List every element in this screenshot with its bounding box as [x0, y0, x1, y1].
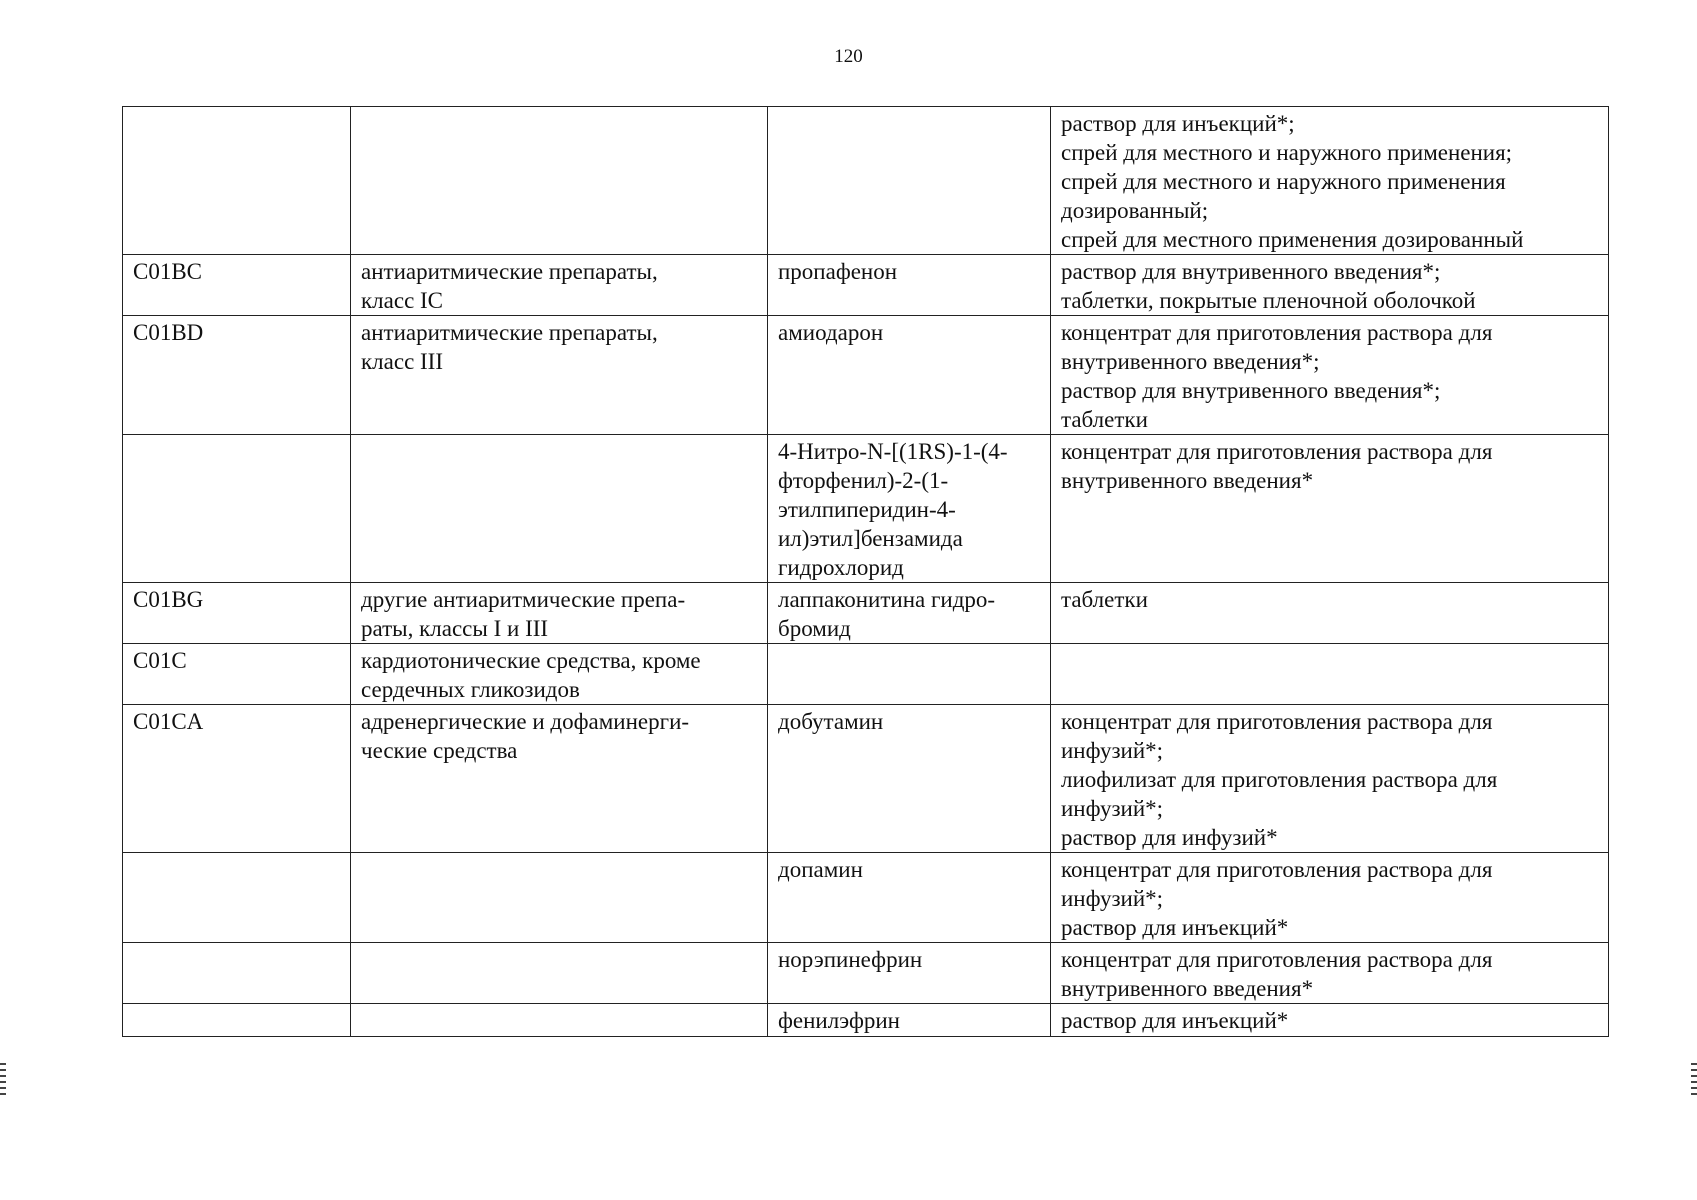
group-name-line: адренергические и дофаминерги-: [361, 709, 690, 734]
drug-name-cell: [768, 316, 1051, 435]
scan-edge-mark-right: [1691, 1063, 1697, 1099]
atc-code: C01BG: [133, 587, 204, 612]
drug-name-cell: [768, 644, 1051, 705]
page-number: 120: [834, 46, 863, 67]
drug-table: [122, 106, 1609, 1037]
drug-name-line: пропафенон: [778, 259, 898, 284]
drug-name-cell: [768, 583, 1051, 644]
group-name-line: другие антиаритмические препа-: [361, 587, 686, 612]
dosage-form-cell: [1051, 853, 1609, 943]
atc-code-cell: [123, 435, 351, 583]
drug-name-line: 4-Нитро-N-[(1RS)-1-(4-: [778, 439, 1008, 464]
dosage-form-line: раствор для внутривенного введения*;: [1061, 378, 1441, 403]
dosage-form-line: спрей для местного и наружного применения;: [1061, 140, 1513, 165]
dosage-form-line: внутривенного введения*: [1061, 976, 1314, 1001]
dosage-form-line: инфузий*;: [1061, 886, 1164, 911]
group-name-cell: [351, 435, 768, 583]
atc-code: C01CA: [133, 709, 204, 734]
group-name-line: класс III: [361, 349, 444, 374]
drug-name-cell: [768, 107, 1051, 255]
dosage-form-line: внутривенного введения*: [1061, 468, 1314, 493]
atc-code-cell: [123, 705, 351, 853]
group-name-line: антиаритмические препараты,: [361, 320, 658, 345]
atc-code-cell: [123, 943, 351, 1004]
dosage-form-line: дозированный;: [1061, 198, 1209, 223]
table-row: [123, 316, 1609, 435]
atc-code-cell: [123, 644, 351, 705]
dosage-form-line: концентрат для приготовления раствора для: [1061, 709, 1493, 734]
dosage-form-line: таблетки: [1061, 587, 1148, 612]
dosage-form-line: раствор для инъекций*: [1061, 1008, 1289, 1033]
dosage-form-line: раствор для инфузий*: [1061, 825, 1278, 850]
drug-name-line: гидрохлорид: [778, 555, 904, 580]
dosage-form-line: инфузий*;: [1061, 738, 1164, 763]
group-name-line: класс IC: [361, 288, 444, 313]
drug-name-cell: [768, 435, 1051, 583]
atc-code-cell: [123, 1004, 351, 1037]
group-name-line: антиаритмические препараты,: [361, 259, 658, 284]
group-name-cell: [351, 1004, 768, 1037]
dosage-form-line: внутривенного введения*;: [1061, 349, 1320, 374]
drug-name-line: допамин: [778, 857, 863, 882]
group-name-cell: [351, 943, 768, 1004]
drug-name-line: фенилэфрин: [778, 1008, 900, 1033]
dosage-form-line: раствор для внутривенного введения*;: [1061, 259, 1441, 284]
table-row: [123, 644, 1609, 705]
table-row: [123, 943, 1609, 1004]
table-body: [123, 107, 1609, 1037]
table-row: [123, 705, 1609, 853]
atc-code: C01C: [133, 648, 187, 673]
dosage-form-cell: [1051, 255, 1609, 316]
dosage-form-cell: [1051, 583, 1609, 644]
group-name-line: ческие средства: [361, 738, 518, 763]
dosage-form-cell: [1051, 107, 1609, 255]
group-name-cell: [351, 644, 768, 705]
dosage-form-cell: [1051, 435, 1609, 583]
dosage-form-cell: [1051, 1004, 1609, 1037]
drug-name-line: добутамин: [778, 709, 884, 734]
group-name-cell: [351, 583, 768, 644]
dosage-form-line: таблетки, покрытые пленочной оболочкой: [1061, 288, 1476, 313]
group-name-line: раты, классы I и III: [361, 616, 549, 641]
dosage-form-line: раствор для инъекций*;: [1061, 111, 1295, 136]
table-row: [123, 255, 1609, 316]
group-name-line: сердечных гликозидов: [361, 677, 580, 702]
drug-name-line: лаппаконитина гидро-: [778, 587, 996, 612]
atc-code-cell: [123, 107, 351, 255]
drug-name-cell: [768, 943, 1051, 1004]
dosage-form-cell: [1051, 705, 1609, 853]
group-name-cell: [351, 255, 768, 316]
atc-code: C01BD: [133, 320, 204, 345]
drug-name-line: фторфенил)-2-(1-: [778, 468, 949, 493]
dosage-form-line: концентрат для приготовления раствора для: [1061, 439, 1493, 464]
dosage-form-line: лиофилизат для приготовления раствора для: [1061, 767, 1498, 792]
atc-code-cell: [123, 853, 351, 943]
table-row: [123, 1004, 1609, 1037]
atc-code-cell: [123, 255, 351, 316]
dosage-form-line: концентрат для приготовления раствора для: [1061, 857, 1493, 882]
drug-name-cell: [768, 255, 1051, 316]
atc-code-cell: [123, 316, 351, 435]
atc-code-cell: [123, 583, 351, 644]
drug-name-line: норэпинефрин: [778, 947, 923, 972]
dosage-form-cell: [1051, 943, 1609, 1004]
table-row: [123, 107, 1609, 255]
group-name-cell: [351, 316, 768, 435]
table-row: [123, 853, 1609, 943]
drug-name-cell: [768, 853, 1051, 943]
dosage-form-cell: [1051, 644, 1609, 705]
dosage-form-line: таблетки: [1061, 407, 1148, 432]
dosage-form-line: концентрат для приготовления раствора для: [1061, 320, 1493, 345]
drug-name-line: этилпиперидин-4-: [778, 497, 956, 522]
drug-name-line: амиодарон: [778, 320, 884, 345]
dosage-form-line: спрей для местного применения дозированный: [1061, 227, 1524, 252]
group-name-cell: [351, 107, 768, 255]
group-name-cell: [351, 853, 768, 943]
dosage-form-cell: [1051, 316, 1609, 435]
drug-name-line: ил)этил]бензамида: [778, 526, 963, 551]
scan-edge-mark-left: [0, 1063, 6, 1099]
drug-name-cell: [768, 705, 1051, 853]
group-name-line: кардиотонические средства, кроме: [361, 648, 701, 673]
drug-name-line: бромид: [778, 616, 851, 641]
dosage-form-line: спрей для местного и наружного применения: [1061, 169, 1506, 194]
dosage-form-line: концентрат для приготовления раствора для: [1061, 947, 1493, 972]
dosage-form-line: инфузий*;: [1061, 796, 1164, 821]
drug-name-cell: [768, 1004, 1051, 1037]
table-row: [123, 583, 1609, 644]
group-name-cell: [351, 705, 768, 853]
atc-code: C01BC: [133, 259, 203, 284]
dosage-form-line: раствор для инъекций*: [1061, 915, 1289, 940]
table-row: [123, 435, 1609, 583]
